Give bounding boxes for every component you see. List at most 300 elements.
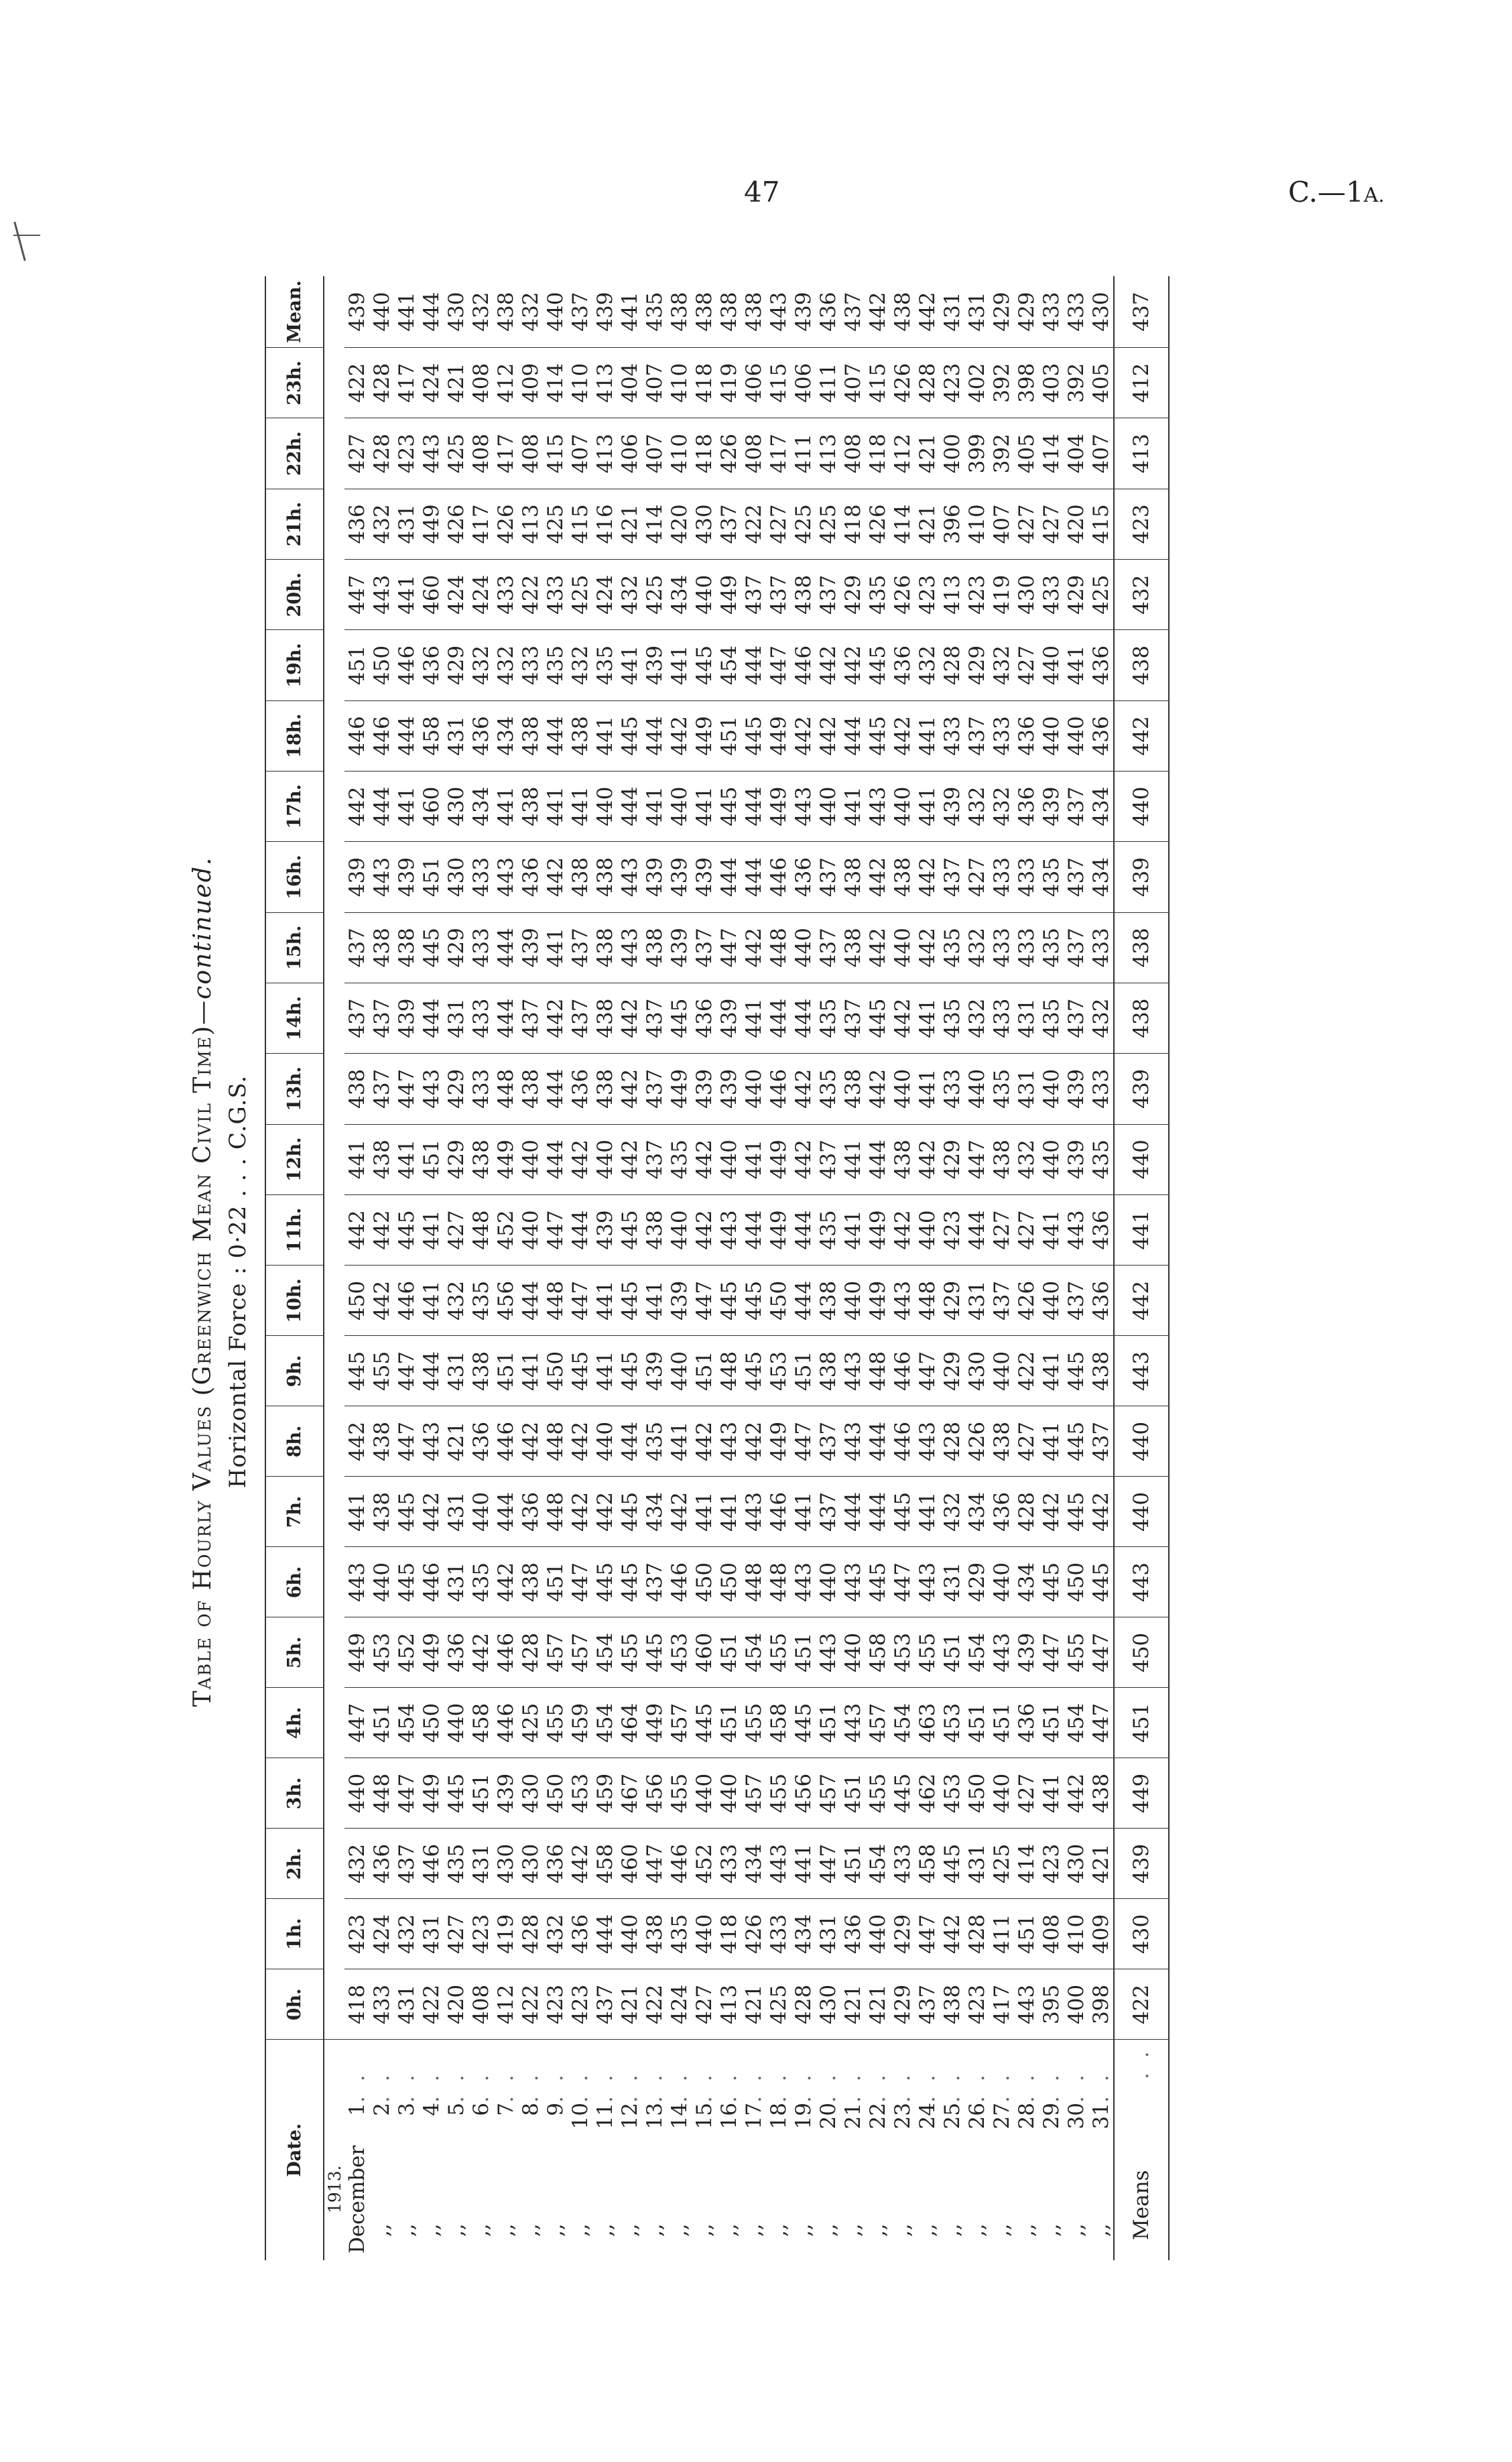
value-cell: 437 (568, 912, 592, 983)
value-cell: 440 (964, 1054, 989, 1124)
value-cell: 446 (667, 1829, 692, 1899)
date-cell (617, 2040, 642, 2260)
value-cell: 441 (915, 983, 940, 1053)
table-row (1039, 276, 1064, 2260)
date-cell (915, 2040, 940, 2260)
value-cell: 444 (791, 983, 816, 1053)
value-cell: 427 (989, 1194, 1014, 1265)
value-cell: 436 (1014, 700, 1039, 771)
value-cell: 435 (543, 630, 568, 700)
value-cell: 447 (394, 1336, 419, 1406)
value-cell: 430 (493, 1829, 518, 1899)
value-cell: 445 (741, 1266, 766, 1336)
value-cell: 458 (419, 700, 444, 771)
value-cell: 441 (518, 1336, 543, 1406)
value-cell: 437 (592, 1969, 617, 2040)
value-cell: 460 (692, 1617, 716, 1688)
day-number: 20 (816, 2103, 840, 2130)
value-cell: 440 (791, 912, 816, 983)
value-cell: 442 (617, 983, 642, 1053)
date-cell (419, 2040, 444, 2260)
value-cell: 451 (692, 1336, 716, 1406)
value-cell: 435 (1039, 912, 1064, 983)
value-cell: 443 (890, 1266, 915, 1336)
month-label: ,, (1064, 2223, 1088, 2237)
value-cell: 447 (1088, 1688, 1114, 1758)
value-cell: 435 (1088, 1124, 1114, 1194)
value-cell: 431 (419, 1899, 444, 1969)
value-cell: 459 (592, 1758, 617, 1829)
value-cell: 428 (369, 418, 394, 489)
leader-dots: . . (468, 2071, 493, 2103)
value-cell: 453 (890, 1617, 915, 1688)
mean-value-cell: 423 (1114, 489, 1169, 559)
value-cell: 444 (617, 772, 642, 842)
value-cell: 447 (344, 1688, 369, 1758)
value-cell: 431 (444, 1336, 468, 1406)
column-header-6h: 6h. (265, 1547, 324, 1617)
value-cell: 447 (816, 1829, 840, 1899)
value-cell: 441 (617, 630, 642, 700)
day-number: 30 (1064, 2103, 1088, 2130)
value-cell: 442 (543, 842, 568, 912)
document-code (1288, 176, 1385, 208)
mean-value-cell: 439 (1114, 1054, 1169, 1124)
value-cell: 446 (890, 1336, 915, 1406)
month-label: ,, (419, 2223, 444, 2237)
value-cell: 430 (692, 489, 716, 559)
column-header-date: Date. (265, 2040, 324, 2260)
month-label: ,, (518, 2223, 543, 2237)
value-cell: 437 (369, 983, 394, 1053)
value-cell: 438 (1088, 1336, 1114, 1406)
value-cell: 422 (518, 1969, 543, 2040)
value-cell: 432 (989, 630, 1014, 700)
value-cell: 440 (816, 772, 840, 842)
value-cell: 427 (964, 842, 989, 912)
value-cell: 439 (592, 1194, 617, 1265)
value-cell: 433 (468, 912, 493, 983)
leader-dots: . . (716, 2071, 741, 2103)
column-header-19h: 19h. (265, 630, 324, 700)
value-cell: 432 (369, 489, 394, 559)
value-cell: 426 (865, 489, 890, 559)
value-cell: 456 (791, 1758, 816, 1829)
value-cell: 432 (493, 630, 518, 700)
value-cell: 433 (369, 1969, 394, 2040)
value-cell: 442 (369, 1194, 394, 1265)
value-cell: 440 (1039, 1054, 1064, 1124)
value-cell: 444 (543, 1124, 568, 1194)
value-cell: 449 (419, 1758, 444, 1829)
value-cell: 439 (791, 276, 816, 348)
value-cell: 467 (617, 1758, 642, 1829)
value-cell: 432 (543, 1899, 568, 1969)
value-cell: 415 (1088, 489, 1114, 559)
value-cell: 437 (394, 1829, 419, 1899)
value-cell: 441 (344, 1477, 369, 1547)
value-cell: 437 (344, 912, 369, 983)
value-cell: 442 (543, 983, 568, 1053)
value-cell: 436 (989, 1477, 1014, 1547)
mean-value-cell: 412 (1114, 348, 1169, 418)
day-number: 21 (840, 2103, 865, 2130)
value-cell: 447 (394, 1054, 419, 1124)
value-cell: 443 (419, 1054, 444, 1124)
value-cell: 450 (543, 1336, 568, 1406)
day-number: 7 (493, 2103, 518, 2116)
column-header-8h: 8h. (265, 1406, 324, 1477)
column-header-9h: 9h. (265, 1336, 324, 1406)
value-cell: 454 (592, 1688, 617, 1758)
value-cell: 438 (840, 912, 865, 983)
leader-dots: . . (344, 2071, 369, 2103)
value-cell: 449 (419, 489, 444, 559)
value-cell: 451 (543, 1547, 568, 1617)
value-cell: 444 (493, 1477, 518, 1547)
value-cell: 428 (369, 348, 394, 418)
value-cell: 432 (1014, 1124, 1039, 1194)
value-cell: 455 (1064, 1617, 1088, 1688)
value-cell: 434 (642, 1477, 667, 1547)
value-cell: 392 (989, 348, 1014, 418)
value-cell: 436 (568, 1054, 592, 1124)
value-cell: 451 (369, 1688, 394, 1758)
value-cell: 444 (592, 1899, 617, 1969)
value-cell: 444 (865, 1477, 890, 1547)
column-header-3h: 3h. (265, 1758, 324, 1829)
value-cell: 442 (692, 1194, 716, 1265)
value-cell: 445 (617, 1336, 642, 1406)
value-cell: 424 (592, 560, 617, 630)
value-cell: 442 (692, 1406, 716, 1477)
leader-dots: . . (518, 2071, 543, 2103)
table-row (642, 276, 667, 2260)
date-cell (1039, 2040, 1064, 2260)
value-cell: 438 (592, 842, 617, 912)
value-cell: 441 (419, 1266, 444, 1336)
value-cell: 441 (592, 1266, 617, 1336)
day-number: 24 (915, 2103, 940, 2130)
value-cell: 441 (394, 560, 419, 630)
value-cell: 440 (989, 1547, 1014, 1617)
value-cell: 441 (344, 1124, 369, 1194)
value-cell: 421 (915, 418, 940, 489)
table-title-continued: —continued. (189, 856, 216, 1025)
value-cell: 425 (766, 1969, 791, 2040)
value-cell: 422 (518, 560, 543, 630)
value-cell: 411 (791, 418, 816, 489)
table-row (692, 276, 716, 2260)
date-cell (369, 2040, 394, 2260)
value-cell: 443 (791, 1547, 816, 1617)
value-cell: 445 (865, 1547, 890, 1617)
value-cell: 445 (692, 1688, 716, 1758)
value-cell: 437 (915, 1969, 940, 2040)
value-cell: 437 (1064, 983, 1088, 1053)
month-label: ,, (543, 2223, 568, 2237)
value-cell: 430 (816, 1969, 840, 2040)
mean-value-cell: 439 (1114, 842, 1169, 912)
value-cell: 462 (915, 1758, 940, 1829)
table-row (816, 276, 840, 2260)
value-cell: 449 (692, 700, 716, 771)
value-cell: 426 (741, 1899, 766, 1969)
value-cell: 399 (964, 418, 989, 489)
value-cell: 431 (444, 700, 468, 771)
value-cell: 423 (915, 560, 940, 630)
value-cell: 440 (592, 1124, 617, 1194)
value-cell: 432 (940, 1477, 964, 1547)
value-cell: 432 (1088, 983, 1114, 1053)
value-cell: 444 (518, 1266, 543, 1336)
value-cell: 431 (940, 1547, 964, 1617)
value-cell: 439 (394, 842, 419, 912)
value-cell: 438 (592, 912, 617, 983)
column-header-20h: 20h. (265, 560, 324, 630)
value-cell: 445 (617, 1266, 642, 1336)
value-cell: 450 (543, 1758, 568, 1829)
mean-value-cell: 441 (1114, 1194, 1169, 1265)
table-row (964, 276, 989, 2260)
value-cell: 456 (642, 1758, 667, 1829)
value-cell: 428 (940, 630, 964, 700)
value-cell: 436 (1014, 1688, 1039, 1758)
value-cell: 444 (865, 1406, 890, 1477)
value-cell: 449 (766, 1406, 791, 1477)
value-cell: 433 (468, 842, 493, 912)
value-cell: 458 (865, 1617, 890, 1688)
date-cell (394, 2040, 419, 2260)
value-cell: 417 (766, 418, 791, 489)
value-cell: 445 (865, 700, 890, 771)
value-cell: 451 (716, 1688, 741, 1758)
value-cell: 430 (1014, 560, 1039, 630)
value-cell: 451 (419, 842, 444, 912)
value-cell: 437 (1064, 842, 1088, 912)
month-label: ,, (989, 2223, 1014, 2237)
value-cell: 423 (940, 1194, 964, 1265)
value-cell: 444 (716, 842, 741, 912)
leader-dots: . . (1064, 2071, 1088, 2103)
value-cell: 435 (642, 1406, 667, 1477)
mean-value-cell: 442 (1114, 1266, 1169, 1336)
value-cell: 392 (1064, 348, 1088, 418)
value-cell: 442 (865, 912, 890, 983)
value-cell: 447 (791, 1406, 816, 1477)
value-cell: 429 (940, 1124, 964, 1194)
value-cell: 446 (419, 1547, 444, 1617)
value-cell: 429 (1014, 276, 1039, 348)
value-cell: 440 (369, 1547, 394, 1617)
value-cell: 412 (493, 348, 518, 418)
value-cell: 447 (568, 1266, 592, 1336)
table-row (468, 276, 493, 2260)
value-cell: 435 (468, 1547, 493, 1617)
value-cell: 408 (741, 418, 766, 489)
value-cell: 457 (568, 1617, 592, 1688)
value-cell: 436 (890, 630, 915, 700)
value-cell: 450 (716, 1547, 741, 1617)
value-cell: 413 (592, 348, 617, 418)
value-cell: 424 (419, 348, 444, 418)
value-cell: 446 (791, 630, 816, 700)
day-number: 27 (989, 2103, 1014, 2130)
value-cell: 417 (394, 348, 419, 418)
value-cell: 444 (568, 1194, 592, 1265)
value-cell: 439 (716, 1054, 741, 1124)
value-cell: 438 (940, 1969, 964, 2040)
month-label: ,, (1014, 2223, 1039, 2237)
value-cell: 432 (617, 560, 642, 630)
value-cell: 437 (816, 1124, 840, 1194)
table-row (419, 276, 444, 2260)
value-cell: 420 (1064, 489, 1088, 559)
mean-value-cell: 430 (1114, 1899, 1169, 1969)
value-cell: 395 (1039, 1969, 1064, 2040)
value-cell: 410 (568, 348, 592, 418)
column-header-23h: 23h. (265, 348, 324, 418)
value-cell: 427 (444, 1899, 468, 1969)
value-cell: 429 (444, 912, 468, 983)
value-cell: 442 (568, 1829, 592, 1899)
value-cell: 434 (468, 772, 493, 842)
month-label: ,, (890, 2223, 915, 2237)
value-cell: 432 (444, 1266, 468, 1336)
value-cell: 440 (816, 1547, 840, 1617)
value-cell: 418 (840, 489, 865, 559)
month-label: December (344, 2145, 369, 2254)
value-cell: 438 (667, 276, 692, 348)
value-cell: 424 (667, 1969, 692, 2040)
leader-dots: . . (890, 2071, 915, 2103)
value-cell: 458 (915, 1829, 940, 1899)
value-cell: 418 (865, 418, 890, 489)
value-cell: 438 (592, 983, 617, 1053)
column-header-4h: 4h. (265, 1688, 324, 1758)
value-cell: 427 (766, 489, 791, 559)
value-cell: 438 (369, 912, 394, 983)
value-cell: 418 (692, 418, 716, 489)
value-cell: 456 (493, 1266, 518, 1336)
value-cell: 436 (1014, 772, 1039, 842)
column-header-7h: 7h. (265, 1477, 324, 1547)
value-cell: 408 (468, 1969, 493, 2040)
value-cell: 444 (617, 1406, 642, 1477)
value-cell: 445 (741, 700, 766, 771)
value-cell: 400 (940, 418, 964, 489)
value-cell: 425 (816, 489, 840, 559)
value-cell: 440 (890, 1054, 915, 1124)
value-cell: 457 (816, 1758, 840, 1829)
value-cell: 438 (518, 1547, 543, 1617)
leader-dots: . . (568, 2071, 592, 2103)
date-cell (667, 2040, 692, 2260)
leader-dots: . . (1088, 2071, 1113, 2103)
value-cell: 441 (741, 1124, 766, 1194)
value-cell: 445 (394, 1194, 419, 1265)
day-number: 12 (617, 2103, 642, 2130)
mean-value-cell: 437 (1114, 276, 1169, 348)
leader-dots: . . (667, 2071, 692, 2103)
value-cell: 441 (543, 912, 568, 983)
table-row (493, 276, 518, 2260)
date-cell (716, 2040, 741, 2260)
value-cell: 427 (1014, 1406, 1039, 1477)
value-cell: 447 (915, 1899, 940, 1969)
value-cell: 438 (642, 912, 667, 983)
value-cell: 444 (369, 772, 394, 842)
value-cell: 453 (940, 1758, 964, 1829)
value-cell: 435 (667, 1899, 692, 1969)
value-cell: 433 (1014, 912, 1039, 983)
value-cell: 446 (890, 1406, 915, 1477)
value-cell: 435 (940, 983, 964, 1053)
value-cell: 421 (840, 1969, 865, 2040)
table-row (890, 276, 915, 2260)
value-cell: 415 (865, 348, 890, 418)
value-cell: 439 (344, 276, 369, 348)
value-cell: 396 (940, 489, 964, 559)
day-number: 18 (766, 2103, 791, 2130)
day-number: 14 (667, 2103, 692, 2130)
header-row (265, 276, 324, 2260)
value-cell: 441 (716, 1477, 741, 1547)
value-cell: 455 (369, 1336, 394, 1406)
leader-dots: . . (840, 2071, 865, 2103)
value-cell: 449 (766, 1194, 791, 1265)
value-cell: 427 (692, 1969, 716, 2040)
value-cell: 453 (766, 1336, 791, 1406)
value-cell: 440 (741, 1054, 766, 1124)
value-cell: 444 (543, 700, 568, 771)
value-cell: 406 (741, 348, 766, 418)
value-cell: 454 (394, 1688, 419, 1758)
value-cell: 441 (1039, 1194, 1064, 1265)
value-cell: 443 (840, 1547, 865, 1617)
value-cell: 425 (518, 1688, 543, 1758)
value-cell: 437 (692, 912, 716, 983)
value-cell: 427 (1039, 489, 1064, 559)
value-cell: 441 (543, 772, 568, 842)
mean-value-cell: 442 (1114, 700, 1169, 771)
value-cell: 433 (468, 983, 493, 1053)
value-cell: 450 (1064, 1547, 1088, 1617)
value-cell: 419 (989, 560, 1014, 630)
value-cell: 439 (493, 1758, 518, 1829)
value-cell: 449 (493, 1124, 518, 1194)
value-cell: 458 (592, 1829, 617, 1899)
value-cell: 451 (1039, 1688, 1064, 1758)
value-cell: 450 (766, 1266, 791, 1336)
value-cell: 441 (1039, 1336, 1064, 1406)
value-cell: 425 (642, 560, 667, 630)
value-cell: 444 (741, 772, 766, 842)
value-cell: 429 (444, 1124, 468, 1194)
value-cell: 428 (940, 1406, 964, 1477)
year-cell (324, 2040, 344, 2260)
value-cell: 410 (964, 489, 989, 559)
value-cell: 408 (468, 348, 493, 418)
value-cell: 433 (1088, 912, 1114, 983)
value-cell: 439 (1039, 772, 1064, 842)
value-cell: 443 (1064, 1194, 1088, 1265)
value-cell: 445 (791, 1688, 816, 1758)
table-row (741, 276, 766, 2260)
value-cell: 423 (468, 1899, 493, 1969)
month-label: ,, (1039, 2223, 1064, 2237)
value-cell: 398 (1014, 348, 1039, 418)
